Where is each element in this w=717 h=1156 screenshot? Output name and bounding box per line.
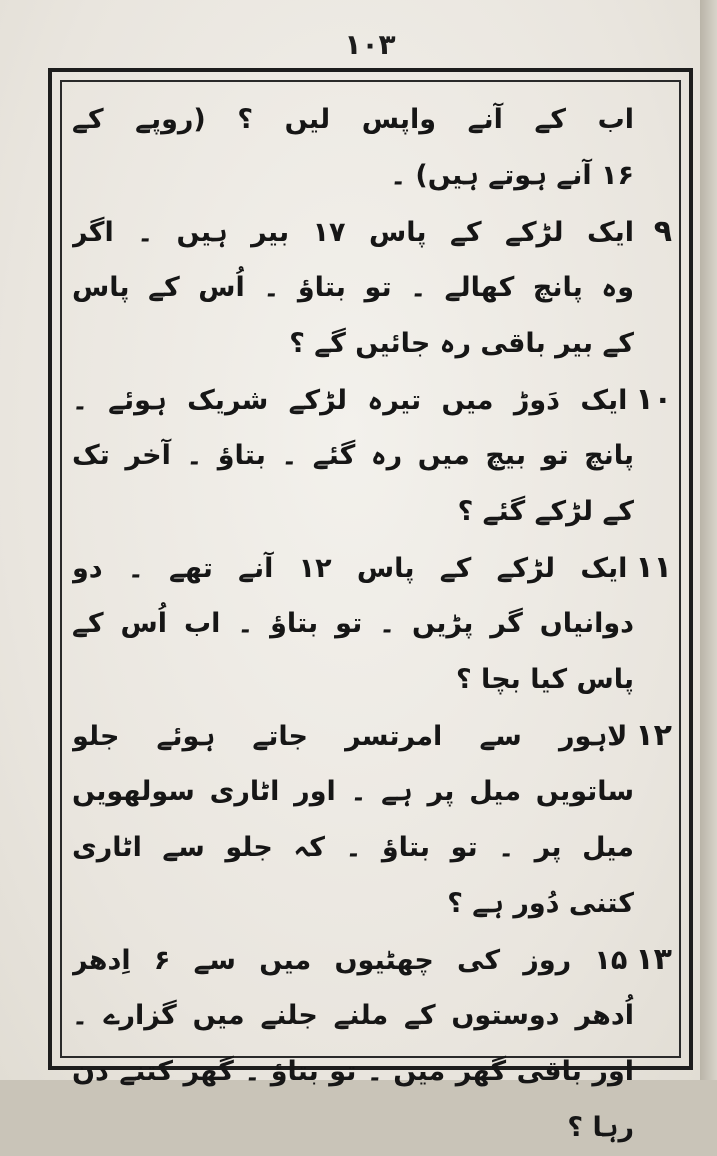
text-line [72, 260, 672, 316]
line-text: اُدھر دوستوں کے ملنے جلنے میں گزارے ۔ [72, 1000, 634, 1031]
line-text: کے لڑکے گئے ؟ [457, 496, 634, 527]
line-text: ۱۶ آنے ہوتے ہیں) ۔ [390, 160, 634, 191]
body-text [72, 92, 672, 1156]
text-line [72, 92, 672, 148]
text-line [72, 820, 672, 876]
text-line [72, 540, 672, 596]
text-line [72, 1044, 672, 1100]
text-line [72, 148, 672, 204]
line-text: ایک دَوڑ میں تیرہ لڑکے شریک ہوئے ۔ [72, 385, 628, 416]
line-text: اور باقی گھر میں ۔ تو بتاؤ ۔ گھر کتنے دن [72, 1056, 634, 1087]
text-line [72, 428, 672, 484]
line-text: وہ پانچ کھالے ۔ تو بتاؤ ۔ اُس کے پاس [72, 272, 634, 303]
question-number: ۱۳ [635, 942, 672, 977]
line-text: اب کے آنے واپس لیں ؟ (روپے کے [72, 104, 634, 135]
text-line [72, 596, 672, 652]
question-number: ۹ [653, 214, 672, 249]
question-number: ۱۲ [635, 718, 672, 753]
question-number: ۱۰ [635, 382, 672, 417]
line-text: کتنی دُور ہے ؟ [447, 888, 634, 919]
line-text: پانچ تو بیچ میں رہ گئے ۔ بتاؤ ۔ آخر تک [72, 440, 634, 471]
text-line [72, 876, 672, 932]
line-text: کے بیر باقی رہ جائیں گے ؟ [289, 328, 634, 359]
text-line [72, 1100, 672, 1156]
line-text: لاہور سے امرتسر جاتے ہوئے جلو [72, 721, 628, 752]
line-text: ایک لڑکے کے پاس ۱۷ بیر ہیں ۔ اگر [72, 217, 634, 248]
text-line [72, 708, 672, 764]
line-text: دوانیاں گر پڑیں ۔ تو بتاؤ ۔ اب اُس کے [72, 608, 634, 639]
line-text: میل پر ۔ تو بتاؤ ۔ کہ جلو سے اٹاری [72, 832, 634, 863]
text-line [72, 204, 672, 260]
page-number: ۱۰۳ [344, 28, 396, 61]
text-line [72, 372, 672, 428]
text-line [72, 764, 672, 820]
text-line [72, 484, 672, 540]
line-text: ۱۵ روز کی چھٹیوں میں سے ۶ اِدھر [72, 945, 628, 976]
page-edge [700, 0, 717, 1080]
line-text: رہا ؟ [567, 1112, 634, 1143]
text-line [72, 988, 672, 1044]
line-text: ایک لڑکے کے پاس ۱۲ آنے تھے ۔ دو [72, 553, 628, 584]
text-line [72, 932, 672, 988]
line-text: پاس کیا بچا ؟ [456, 664, 634, 695]
text-line [72, 316, 672, 372]
question-number: ۱۱ [635, 550, 672, 585]
text-line [72, 652, 672, 708]
line-text: ساتویں میل پر ہے ۔ اور اٹاری سولھویں [72, 776, 634, 807]
